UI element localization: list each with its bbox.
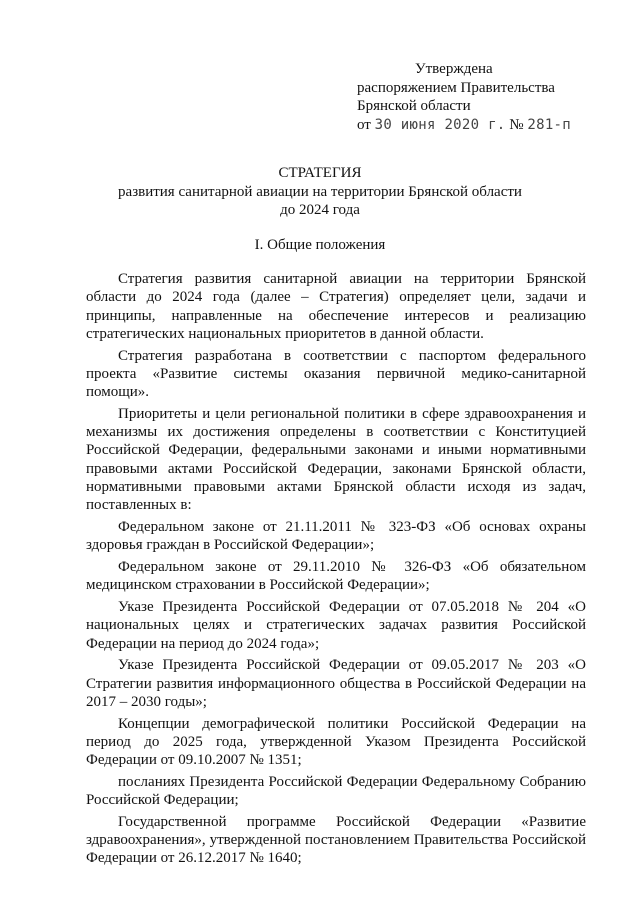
document-title: [0, 164, 640, 220]
title-period: до 2024 года: [280, 202, 360, 218]
approval-number: 281-п: [527, 116, 572, 133]
paragraph: Стратегия разработана в соответствии с паспортом федерального проекта «Развитие системы оказания первичной медико-санитарной помощи».: [86, 347, 586, 401]
approval-stamp-block: [357, 60, 627, 134]
paragraph: Федеральном законе от 29.11.2010 № 326-ФЗ «Об обязательном медицинском страховании в Российской Федерации»;: [86, 559, 586, 594]
section-title: I. Общие положения: [254, 237, 386, 253]
title-subject: развития санитарной авиации на территории Брянской области: [118, 183, 522, 200]
approval-line-approved: Утверждена: [415, 61, 493, 77]
paragraph: Государственной программе Российской Федерации «Развитие здравоохранения», утвержденной постановлением Правительства Российской Федерации от 26.12.2017 № 1640;: [86, 813, 586, 867]
approval-line-region: Брянской области: [357, 98, 471, 114]
approval-line-order: распоряжением Правительства: [357, 79, 555, 96]
approval-date-prefix: от: [357, 116, 371, 133]
paragraph: Концепции демографической политики Российской Федерации на период до 2025 года, утвержденной Указом Президента Российской Федерации от 09.10.2007 № 1351;: [86, 715, 586, 769]
approval-number-sign: №: [509, 116, 524, 133]
approval-date: 30 июня 2020 г.: [374, 116, 506, 133]
paragraph: Приоритеты и цели региональной политики в сфере здравоохранения и механизмы их достижения определены в соответствии с Конституцией Российской Федерации, федеральными законами и иными нормативными правовыми актами Российской Федерации, законами Брянской области, нормативными правовыми актами Брянской области исходя из задач, поставленных в:: [86, 405, 586, 514]
paragraph: Стратегия развития санитарной авиации на территории Брянской области до 2024 года (далее – Стратегия) определяет цели, задачи и принципы, направленные на обеспечение интересов и реализацию стратегических национальных приоритетов в данной области.: [86, 271, 586, 342]
paragraph: Федеральном законе от 21.11.2011 № 323-ФЗ «Об основах охраны здоровья граждан в Российской Федерации»;: [86, 519, 586, 554]
approval-line-date: [357, 116, 627, 135]
document-body: [86, 270, 586, 871]
paragraph: Указе Президента Российской Федерации от 09.05.2017 № 203 «О Стратегии развития информационного общества в Российской Федерации на 2017 – 2030 годы»;: [86, 657, 586, 710]
title-heading: СТРАТЕГИЯ: [278, 165, 362, 181]
paragraph: Указе Президента Российской Федерации от 07.05.2018 № 204 «О национальных целях и стратегических задачах развития Российской Федерации на период до 2024 года»;: [86, 599, 586, 652]
paragraph: посланиях Президента Российской Федерации Федеральному Собранию Российской Федерации;: [86, 773, 586, 809]
